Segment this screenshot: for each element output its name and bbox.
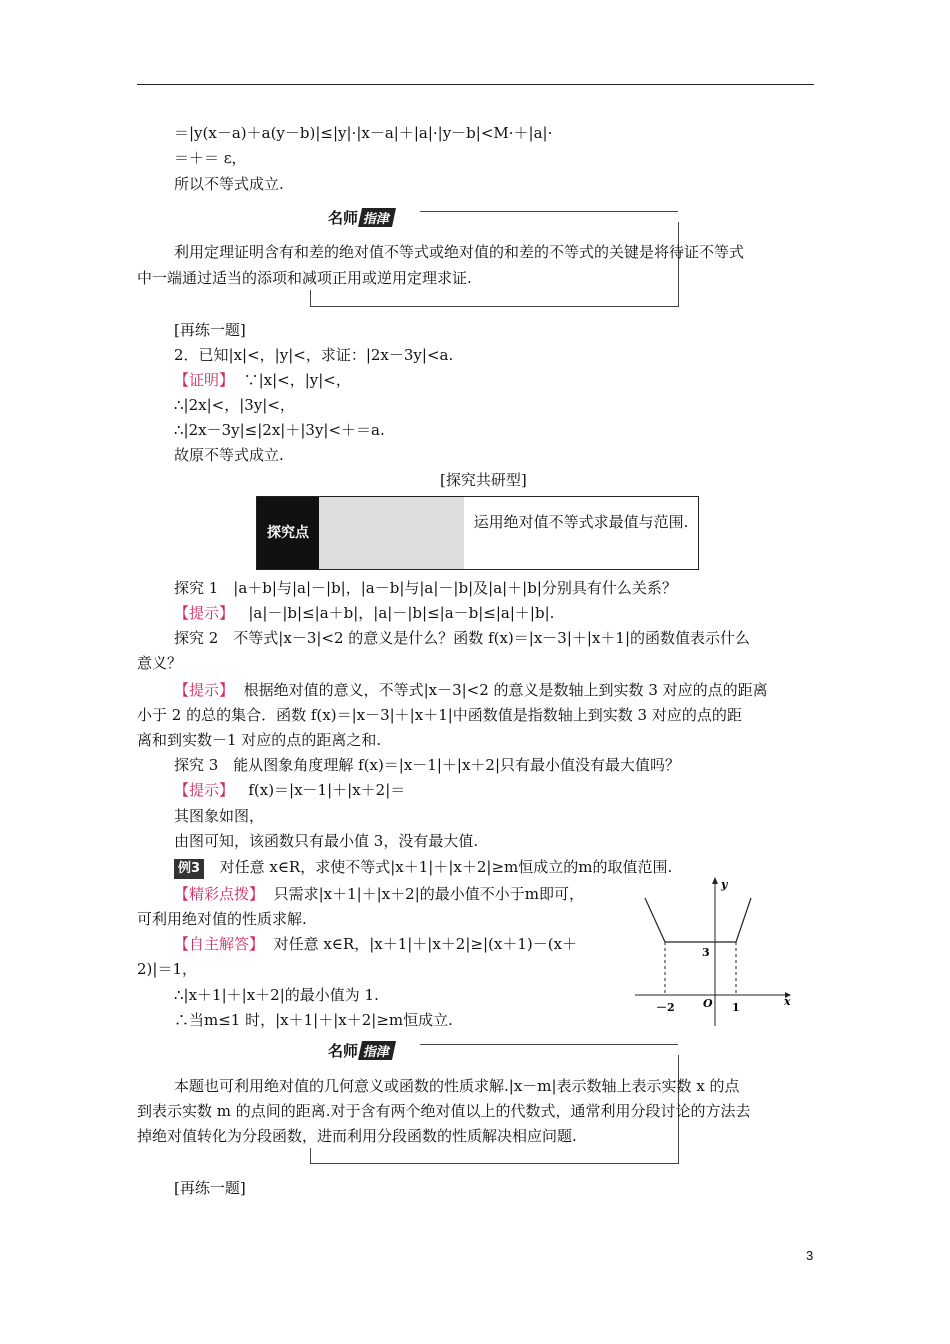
- hint-text: 根据绝对值的意义，不等式|x－3|<2 的意义是数轴上到实数 3 对应的点的距离: [243, 681, 768, 699]
- example-3-question: [174, 857, 672, 879]
- solution-text: 2)|＝1，: [137, 960, 197, 978]
- solution-text: 对任意 x∈R，|x＋1|＋|x＋2|≥|(x＋1)－(x＋: [273, 935, 578, 953]
- tip-text: 利用定理证明含有和差的绝对值不等式或绝对值的和差的不等式的关键是将待证不等式: [174, 243, 745, 261]
- y-axis-arrow: [712, 877, 718, 884]
- tip-box-top: [420, 211, 678, 212]
- hint-tag: 【提示】: [174, 604, 235, 622]
- teacher-tip-label: 名师: [328, 209, 359, 227]
- hint-text: 可利用绝对值的性质求解.: [137, 910, 307, 928]
- practice-label: [再练一题]: [174, 321, 246, 339]
- explore-label: 探究点: [257, 497, 319, 569]
- origin-label: O: [703, 997, 713, 1010]
- hint-text: 离和到实数－1 对应的点的距离之和.: [137, 731, 382, 749]
- tick-label: 1: [732, 1001, 740, 1014]
- tip-box-top: [420, 1044, 678, 1045]
- explore-3-answer: [174, 780, 405, 800]
- example-mark: 例3: [174, 859, 204, 879]
- proof-line: ∴|2x|<，|3y|<，: [174, 396, 295, 414]
- section-title: [探究共研型]: [440, 471, 527, 489]
- proof-line: [174, 370, 351, 390]
- hint-text: 其图象如图，: [174, 807, 265, 825]
- proof-line: ∴|2x－3y|≤|2x|＋|3y|<＋＝a.: [174, 421, 385, 439]
- x-axis-label: x: [784, 995, 791, 1008]
- hint-tag: 【精彩点拨】: [174, 885, 265, 903]
- teacher-tip-label: 名师: [328, 1042, 359, 1060]
- explore-shade: [319, 497, 464, 569]
- page-number: 3: [806, 1248, 814, 1263]
- explore-2-question: 意义？: [137, 654, 183, 672]
- header-rule: [137, 84, 814, 85]
- tip-box-right: [310, 222, 679, 306]
- hint-line: [174, 884, 584, 904]
- explore-text: 运用绝对值不等式求最值与范围.: [473, 513, 689, 531]
- question-2: 2．已知|x|<，|y|<，求证：|2x－3y|<a.: [174, 346, 454, 364]
- hint-text: f(x)＝|x－1|＋|x＋2|＝: [248, 781, 406, 799]
- tip-text: 到表示实数 m 的点间的距离.对于含有两个绝对值以上的代数式，通常利用分段讨论的方法去: [137, 1102, 751, 1120]
- explore-1-question: 探究 1 |a＋b|与|a|－|b|，|a－b|与|a|－|b|及|a|＋|b|分别具有什么关系？: [174, 579, 677, 597]
- solution-text: ∴|x＋1|＋|x＋2|的最小值为 1.: [174, 986, 379, 1004]
- tip-box-bottom: [310, 306, 679, 307]
- function-graph: [635, 870, 795, 1030]
- solution-text: ∴当m≤1 时，|x＋1|＋|x＋2|≥m恒成立.: [174, 1011, 453, 1029]
- solution-line: [174, 934, 577, 954]
- hint-tag: 【提示】: [174, 681, 235, 699]
- explore-box: [256, 496, 699, 570]
- hint-tag: 【提示】: [174, 781, 235, 799]
- proof-line: 故原不等式成立.: [174, 446, 284, 464]
- proof-text: ∵|x|<，|y|<，: [243, 371, 351, 389]
- y-axis-label: y: [721, 878, 728, 891]
- explore-2-answer: [174, 680, 768, 700]
- explore-1-answer: [174, 603, 554, 623]
- tick-label: 3: [702, 946, 710, 959]
- function-curve: [645, 898, 751, 942]
- tip-box-bottom: [310, 1163, 679, 1164]
- proof-tag: 【证明】: [174, 371, 235, 389]
- tick-label: －2: [656, 1001, 675, 1014]
- hint-text: 由图可知，该函数只有最小值 3，没有最大值.: [174, 832, 479, 850]
- tip-text: 中一端通过适当的添项和减项正用或逆用定理求证.: [137, 269, 472, 287]
- tip-box-left: [310, 290, 311, 306]
- hint-text: 小于 2 的总的集合．函数 f(x)＝|x－3|＋|x＋1|中函数值是指数轴上到实数 3 对应的点的距: [137, 706, 742, 724]
- explore-2-question: 探究 2 不等式|x－3|<2 的意义是什么？函数 f(x)＝|x－3|＋|x＋1|的函数值表示什么: [174, 629, 751, 647]
- tip-text: 掉绝对值转化为分段函数，进而利用分段函数的性质解决相应问题.: [137, 1127, 577, 1145]
- explore-3-question: 探究 3 能从图象角度理解 f(x)＝|x－1|＋|x＋2|只有最小值没有最大值吗？: [174, 756, 681, 774]
- hint-text: |a|－|b|≤|a＋b|，|a|－|b|≤|a－b|≤|a|＋|b|.: [248, 604, 555, 622]
- tip-text: 本题也可利用绝对值的几何意义或函数的性质求解.|x－m|表示数轴上表示实数 x 的点: [174, 1077, 740, 1095]
- hint-text: 只需求|x＋1|＋|x＋2|的最小值不小于m即可，: [273, 885, 585, 903]
- teacher-tip-tag: 指津: [358, 208, 396, 227]
- proof-line: 所以不等式成立.: [174, 175, 284, 193]
- proof-line: ＝|y(x－a)＋a(y－b)|≤|y|·|x－a|＋|a|·|y－b|<M·＋|a|·: [174, 124, 553, 142]
- tip-box-left: [310, 1148, 311, 1163]
- practice-label: [再练一题]: [174, 1179, 246, 1197]
- solution-tag: 【自主解答】: [174, 935, 265, 953]
- example-text: 对任意 x∈R，求使不等式|x＋1|＋|x＋2|≥m恒成立的m的取值范围.: [219, 858, 673, 876]
- proof-line: ＝＋＝ ε，: [174, 149, 247, 167]
- teacher-tip-tag: 指津: [358, 1041, 396, 1060]
